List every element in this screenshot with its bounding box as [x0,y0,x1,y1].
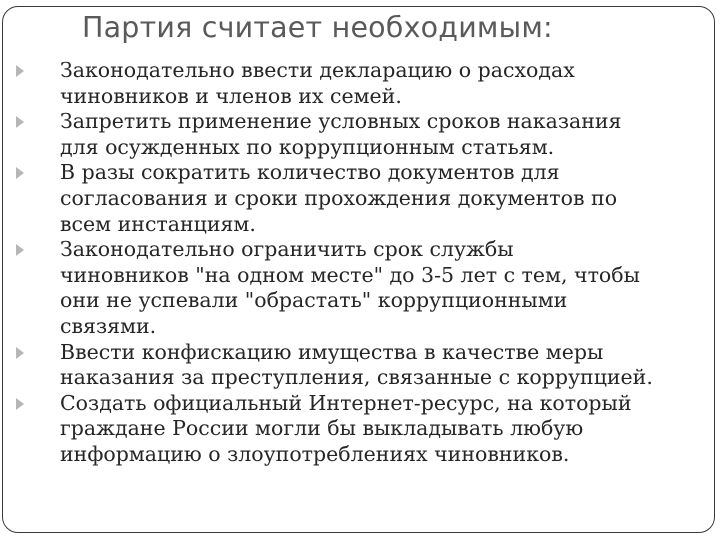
bullet-text-line: В разы сократить количество документов для [60,160,560,185]
triangle-bullet-icon [16,398,24,410]
bullet-item [14,237,694,339]
bullet-text-line: чиновников и членов их семей. [60,83,402,108]
bullet-item [14,340,694,391]
bullet-text-line: информацию о злоупотреблениях чиновников. [60,441,570,466]
bullet-text-line: связями. [60,313,157,338]
triangle-bullet-icon [16,65,24,77]
triangle-bullet-icon [16,116,24,128]
slide-title: Партия считает необходимым: [82,11,553,44]
bullet-list [14,58,694,468]
triangle-bullet-icon [16,244,24,256]
bullet-text-line: они не успевали "обрастать" коррупционными [60,288,568,313]
triangle-bullet-icon [16,347,24,359]
bullet-text-line: согласования и сроки прохождения документов по [60,185,618,210]
bullet-text-line: Ввести конфискацию имущества в качестве меры [60,339,604,364]
bullet-item [14,109,694,160]
triangle-bullet-icon [16,167,24,179]
bullet-text-line: Создать официальный Интернет-ресурс, на который [60,390,632,415]
bullet-text-line: всем инстанциям. [60,211,256,236]
bullet-text-line: наказания за преступления, связанные с коррупцией. [60,365,653,390]
bullet-item [14,58,694,109]
bullet-text-line: для осужденных по коррупционным статьям. [60,134,555,159]
bullet-text-line: Законодательно ограничить срок службы [60,237,514,262]
bullet-text-line: Законодательно ввести декларацию о расходах [60,58,575,82]
bullet-text-line: граждане России могли бы выкладывать любую [60,416,584,441]
bullet-text-line: чиновников "на одном месте" до 3-5 лет с тем, чтобы [60,262,640,287]
bullet-item [14,391,694,468]
bullet-item [14,160,694,237]
bullet-text-line: Запретить применение условных сроков наказания [60,109,622,134]
